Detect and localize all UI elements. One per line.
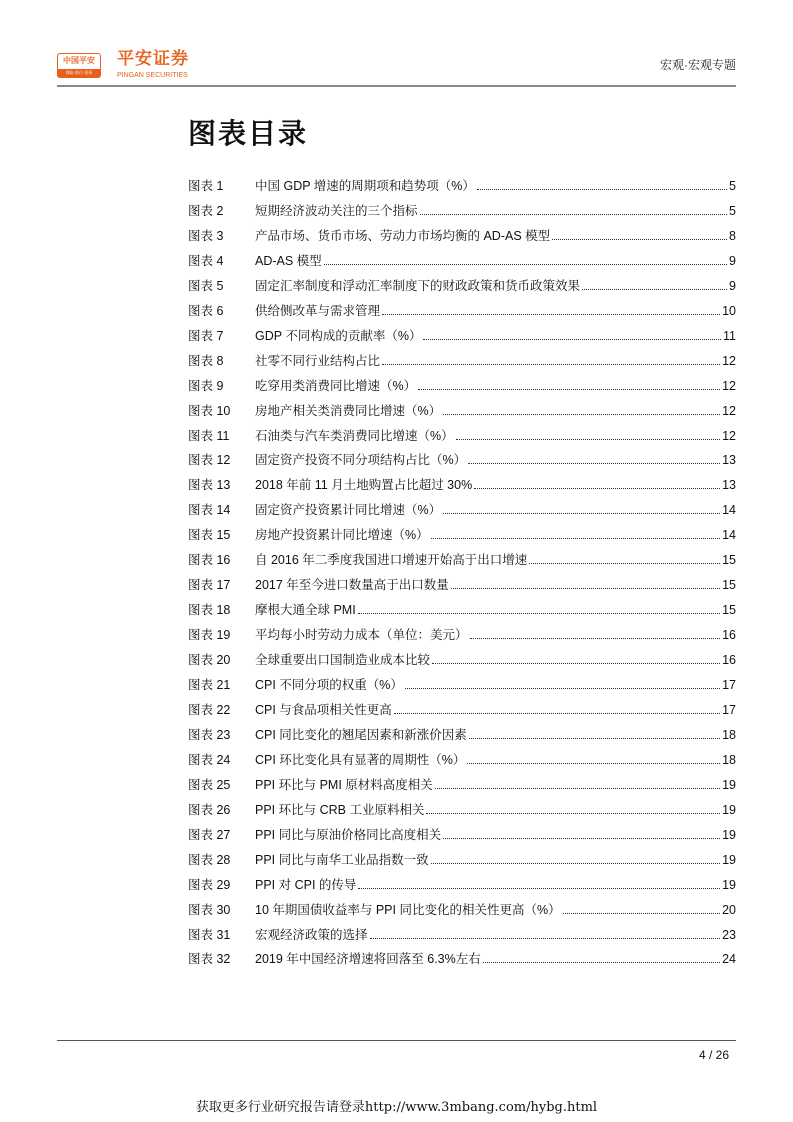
entry-label: 图表 18 [188, 603, 231, 618]
entry-label: 图表 24 [188, 752, 231, 767]
dot-leader [435, 778, 720, 789]
dot-leader [443, 828, 720, 839]
footer-link[interactable]: 获取更多行业研究报告请登录http://www.3mbang.com/hybg.html [195, 1100, 598, 1115]
brand-name: 平安证券 [117, 49, 189, 68]
dot-leader [451, 578, 720, 589]
toc-entry[interactable] [188, 526, 736, 544]
entry-page: 9 [729, 253, 736, 268]
dot-leader [394, 703, 720, 714]
toc-entry[interactable] [188, 876, 736, 894]
entry-page: 10 [722, 303, 736, 318]
entry-title: CPI 环比变化具有显著的周期性（%） [255, 752, 466, 767]
entry-label: 图表 1 [188, 179, 224, 193]
entry-title: GDP 不同构成的贡献率（%） [255, 328, 422, 343]
entry-title: 短期经济波动关注的三个指标 [255, 203, 418, 218]
entry-title: 吃穿用类消费同比增速（%） [255, 378, 417, 393]
entry-label: 图表 17 [188, 578, 231, 593]
entry-title: 2018 年前 11 月土地购置占比超过 30% [255, 478, 473, 493]
entry-page: 14 [722, 503, 736, 518]
toc-entry[interactable] [188, 851, 736, 869]
entry-label: 图表 26 [188, 802, 231, 817]
toc-entry[interactable] [188, 327, 736, 345]
dot-leader [443, 503, 720, 514]
entry-title: 宏观经济政策的选择 [255, 927, 368, 942]
entry-label: 图表 3 [188, 228, 224, 243]
pingan-logo [57, 53, 101, 78]
toc-entry[interactable] [188, 701, 736, 719]
brand-name-en: PINGAN SECURITIES [117, 72, 188, 79]
entry-label: 图表 22 [188, 702, 231, 717]
entry-page: 13 [722, 453, 736, 468]
entry-label: 图表 12 [188, 453, 231, 468]
dot-leader [552, 229, 727, 240]
entry-page: 19 [722, 852, 736, 867]
entry-label: 图表 16 [188, 553, 231, 568]
entry-page: 8 [729, 228, 736, 243]
toc-entry[interactable] [188, 352, 736, 370]
entry-label: 图表 5 [188, 278, 224, 293]
entry-title: 固定汇率制度和浮动汇率制度下的财政政策和货币政策效果 [255, 278, 581, 293]
entry-page: 19 [722, 827, 736, 842]
entry-title: 固定资产投资累计同比增速（%） [255, 503, 442, 518]
entry-title: 全球重要出口国制造业成本比较 [255, 653, 431, 668]
entry-label: 图表 28 [188, 852, 231, 867]
header-divider [57, 85, 736, 87]
entry-title: PPI 同比与南华工业品指数一致 [255, 852, 429, 867]
entry-label: 图表 27 [188, 827, 231, 842]
entry-title: 2017 年至今进口数量高于出口数量 [255, 578, 449, 593]
entry-title: 社零不同行业结构占比 [255, 353, 381, 368]
entry-title: 自 2016 年二季度我国进口增速开始高于出口增速 [255, 553, 528, 568]
toc-entry[interactable] [188, 402, 736, 420]
entry-page: 17 [722, 702, 736, 717]
entry-title: 房地产相关类消费同比增速（%） [255, 403, 442, 418]
entry-title: PPI 环比与 PMI 原材料高度相关 [255, 777, 433, 792]
entry-label: 图表 13 [188, 478, 231, 493]
dot-leader [431, 853, 720, 864]
entry-label: 图表 25 [188, 777, 231, 792]
entry-page: 20 [722, 902, 736, 917]
entry-label: 图表 9 [188, 378, 224, 393]
section-label: 宏观·宏观专题 [660, 58, 736, 72]
dot-leader [382, 354, 720, 365]
entry-page: 15 [722, 603, 736, 618]
entry-page: 5 [729, 203, 736, 218]
dot-leader [423, 329, 721, 340]
dot-leader [477, 179, 727, 190]
entry-page: 19 [722, 877, 736, 892]
dot-leader [470, 628, 721, 639]
entry-label: 图表 30 [188, 902, 231, 917]
toc-entry[interactable] [188, 626, 736, 644]
entry-label: 图表 11 [188, 428, 230, 443]
entry-page: 19 [722, 777, 736, 792]
entry-title: PPI 环比与 CRB 工业原料相关 [255, 802, 425, 817]
entry-title: 摩根大通全球 PMI [255, 603, 356, 618]
entry-page: 18 [722, 752, 736, 767]
entry-title: CPI 同比变化的翘尾因素和新涨价因素 [255, 727, 467, 742]
entry-title: 中国 GDP 增速的周期项和趋势项（%） [255, 179, 475, 193]
entry-page: 24 [722, 952, 736, 967]
entry-label: 图表 6 [188, 303, 224, 318]
dot-leader [563, 903, 721, 914]
logo-text: 中国平安 [63, 56, 95, 65]
entry-page: 15 [722, 553, 736, 568]
entry-title: 2019 年中国经济增速将回落至 6.3%左右 [255, 952, 481, 967]
entry-page: 14 [722, 528, 736, 543]
dot-leader [443, 404, 720, 415]
entry-label: 图表 7 [188, 328, 224, 343]
entry-label: 图表 4 [188, 253, 224, 268]
entry-title: PPI 对 CPI 的传导 [255, 877, 357, 892]
dot-leader [529, 553, 720, 564]
toc-entry[interactable] [188, 901, 736, 919]
entry-label: 图表 2 [188, 203, 224, 218]
entry-label: 图表 10 [188, 403, 231, 418]
entry-title: 房地产投资累计同比增速（%） [255, 528, 429, 543]
dot-leader [324, 254, 727, 265]
dot-leader [469, 728, 720, 739]
entry-page: 12 [722, 378, 736, 393]
toc-entry[interactable] [188, 576, 736, 594]
entry-page: 16 [722, 628, 736, 643]
dot-leader [358, 878, 720, 889]
toc-entry[interactable] [188, 227, 736, 245]
toc-entry[interactable] [188, 202, 736, 220]
toc-entry[interactable] [188, 551, 736, 569]
toc-entry[interactable] [188, 776, 736, 794]
dot-leader [467, 753, 720, 764]
entry-page: 18 [722, 727, 736, 742]
entry-page: 19 [722, 802, 736, 817]
toc-entry[interactable] [188, 926, 736, 944]
dot-leader [582, 279, 727, 290]
entry-title: 产品市场、货币市场、劳动力市场均衡的 AD-AS 模型 [255, 228, 551, 243]
entry-title: PPI 同比与原油价格同比高度相关 [255, 827, 442, 842]
entry-page: 11 [723, 328, 736, 343]
toc-entry[interactable] [188, 377, 736, 395]
entry-title: 固定资产投资不同分项结构占比（%） [255, 453, 467, 468]
entry-title: CPI 不同分项的权重（%） [255, 678, 403, 692]
toc-entry[interactable] [188, 826, 736, 844]
toc-entry[interactable] [188, 726, 736, 744]
entry-label: 图表 8 [188, 353, 224, 368]
entry-page: 12 [722, 428, 736, 443]
entry-label: 图表 20 [188, 653, 231, 668]
entry-title: 石油类与汽车类消费同比增速（%） [255, 428, 454, 443]
dot-leader [370, 928, 721, 939]
toc-entry[interactable] [188, 427, 736, 445]
entry-page: 23 [722, 927, 736, 942]
entry-title: CPI 与食品项相关性更高 [255, 702, 392, 717]
entry-title: 平均每小时劳动力成本（单位：美元） [255, 628, 468, 643]
entry-label: 图表 29 [188, 877, 231, 892]
footer-divider [57, 1040, 736, 1041]
toc-entry[interactable] [188, 950, 736, 968]
entry-page: 12 [722, 403, 736, 418]
entry-label: 图表 32 [188, 952, 231, 967]
dot-leader [382, 304, 720, 315]
entry-page: 17 [722, 678, 736, 692]
entry-page: 5 [729, 179, 736, 193]
toc-entry[interactable] [188, 676, 736, 694]
dot-leader [426, 803, 720, 814]
page-number: 4 / 26 [698, 1048, 729, 1062]
entry-title: 供给侧改革与需求管理 [255, 303, 381, 318]
entry-label: 图表 31 [188, 927, 231, 942]
entry-label: 图表 21 [188, 678, 231, 692]
entry-title: 10 年期国债收益率与 PPI 同比变化的相关性更高（%） [255, 902, 561, 917]
entry-title: AD-AS 模型 [255, 253, 322, 268]
toc-entry[interactable] [188, 801, 736, 819]
toc-entry[interactable] [188, 252, 736, 270]
dot-leader [468, 453, 720, 464]
entry-label: 图表 14 [188, 503, 231, 518]
dot-leader [474, 478, 720, 489]
toc-entry[interactable] [188, 177, 736, 195]
dot-leader [420, 204, 728, 215]
dot-leader [483, 952, 720, 963]
entry-page: 9 [729, 278, 736, 293]
toc-entry[interactable] [188, 476, 736, 494]
entry-page: 16 [722, 653, 736, 668]
toc-entry[interactable] [188, 751, 736, 769]
dot-leader [418, 379, 720, 390]
entry-label: 图表 19 [188, 628, 231, 643]
entry-page: 13 [722, 478, 736, 493]
logo-subtext: 保险·银行·投资 [58, 69, 100, 77]
dot-leader [432, 653, 720, 664]
toc-entry[interactable] [188, 651, 736, 669]
entry-page: 15 [722, 578, 736, 593]
dot-leader [358, 603, 720, 614]
entry-label: 图表 15 [188, 528, 231, 543]
toc-entry[interactable] [188, 501, 736, 519]
entry-page: 12 [722, 353, 736, 368]
dot-leader [456, 429, 720, 440]
dot-leader [405, 678, 720, 689]
toc-entry[interactable] [188, 277, 736, 295]
dot-leader [431, 528, 720, 539]
toc-entry[interactable] [188, 302, 736, 320]
toc-entry[interactable] [188, 451, 736, 469]
toc-entry[interactable] [188, 601, 736, 619]
page-title: 图表目录 [188, 118, 309, 149]
entry-label: 图表 23 [188, 727, 231, 742]
